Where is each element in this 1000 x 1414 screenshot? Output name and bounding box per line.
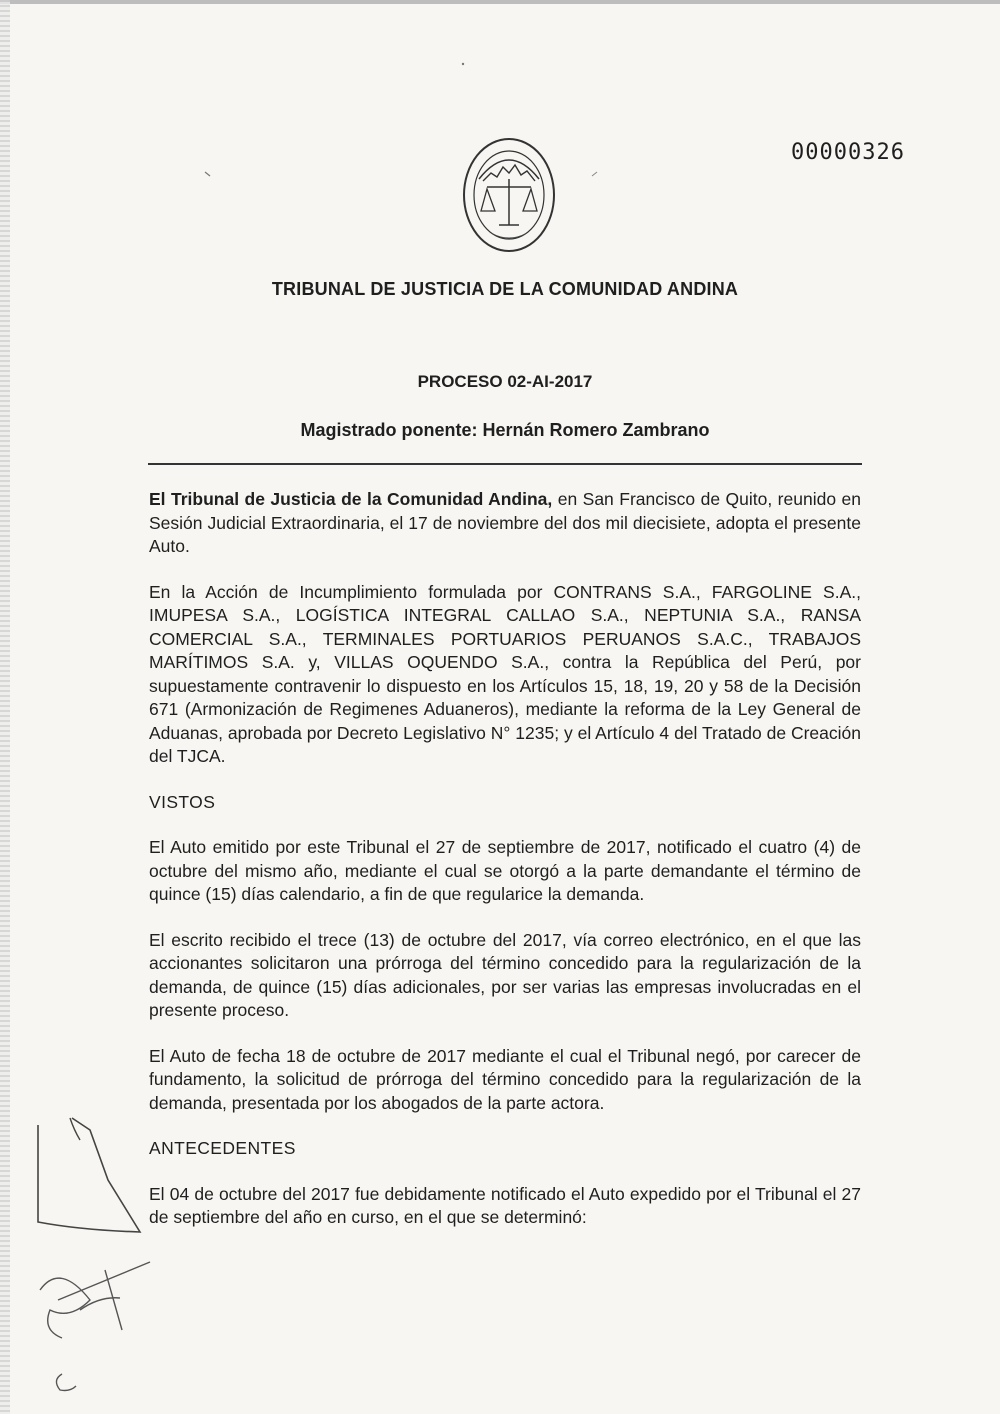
tribunal-title: TRIBUNAL DE JUSTICIA DE LA COMUNIDAD ANDINA [271,279,739,299]
action-paragraph: En la Acción de Incumplimiento formulada por CONTRANS S.A., FARGOLINE S.A., IMUPESA S.A., LOGÍSTICA INTEGRAL CALLAO S.A., NEPTUNIA S.A., RANSA COMERCIAL S.A., TERMINALES PORTUARIOS PERUANOS S.A.C., TRABAJOS MARÍTIMOS S.A. y, VILLAS OQUENDO S.A., contra la República del Perú, por supuestamente contravenir lo dispuesto en los Artículos 15, 18, 19, 20 y 58 de la Decisión 671 (Armonización de Regimenes Aduaneros), mediante la reforma de la Ley General de Aduanas, aprobada por Decreto Legislativo N° 1235; y el Artículo 4 del Tratado de Creación del TJCA. [149,581,861,766]
intro-bold: El Tribunal de Justicia de la Comunidad Andina, [149,489,553,509]
vistos-paragraph-2: El escrito recibido el trece (13) de octubre del 2017, vía correo electrónico, en el que las accionantes solicitaron una prórroga del término concedido para la regularización de la demanda, de quince (15) días adicionales, por ser varias las empresas involucradas en el presente proceso. [149,929,861,1020]
antecedentes-paragraph-1: El 04 de octubre del 2017 fue debidamente notificado el Auto expedido por el Tribunal el 27 de septiembre del año en curso, en el que se determinó: [149,1183,861,1227]
handwritten-letter-mark [56,1374,76,1391]
reporting-judge: Magistrado ponente: Hernán Romero Zambrano [300,420,710,440]
intro-paragraph [149,488,861,559]
intro-rest: en San Francisco de Quito, reunido en Sesión Judicial Extraordinaria, el 17 de noviembre del dos mil diecisiete, adopta el presente Auto. [149,489,861,556]
document-body [149,488,861,1252]
document-number: 00000326 [791,140,905,165]
tribunal-seal-icon [461,133,557,253]
heading-antecedentes: ANTECEDENTES [149,1138,296,1158]
scan-edge-left [0,0,10,1414]
heading-vistos: VISTOS [149,791,216,812]
vistos-paragraph-1: El Auto emitido por este Tribunal el 27 de septiembre de 2017, notificado el cuatro (4) de octubre del mismo año, mediante el cual se otorgó a la parte demandante el término de quince (15) días calendario, a fin de que regularice la demanda. [149,837,861,904]
handwritten-initial-mark [38,1118,140,1232]
header-divider [148,463,862,465]
vistos-paragraph-3: El Auto de fecha 18 de octubre de 2017 mediante el cual el Tribunal negó, por carecer de fundamento, la solicitud de prórroga del término concedido para la regularización de la demanda, presentada por los abogados de la parte actora. [149,1045,861,1113]
scan-edge-top [0,0,1000,4]
case-number: PROCESO 02-AI-2017 [417,372,593,391]
handwritten-signature [40,1262,150,1338]
